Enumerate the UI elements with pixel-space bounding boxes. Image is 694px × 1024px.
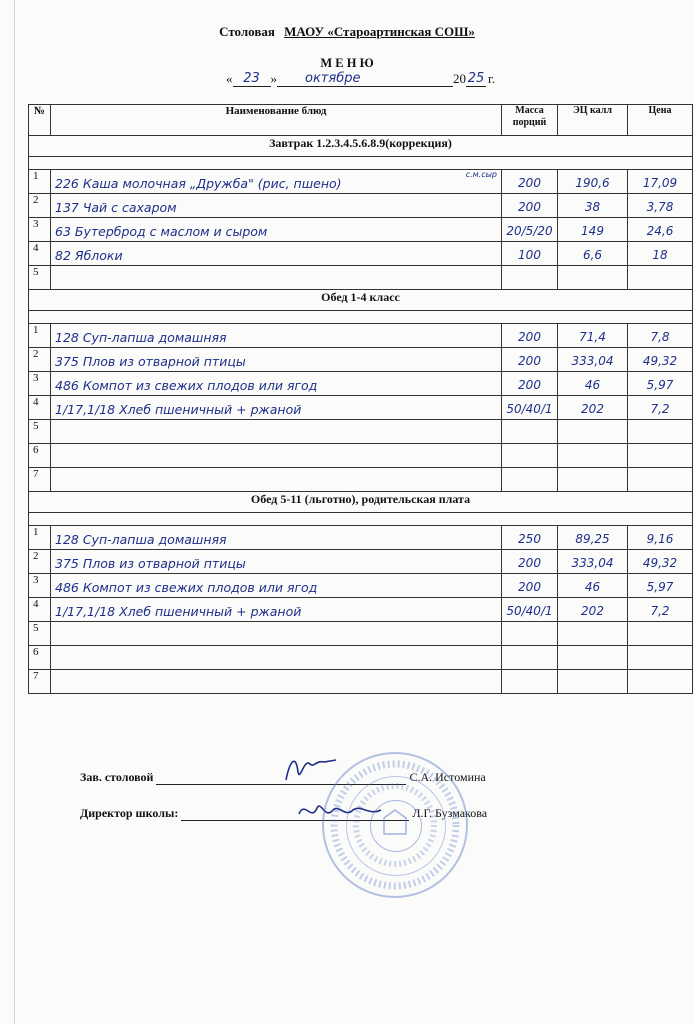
dish-name: 128 Суп-лапша домашняя	[55, 330, 227, 345]
col-header-kcal: ЭЦ калл	[558, 105, 628, 136]
price-value: 5,97	[646, 580, 674, 594]
price-cell	[628, 372, 693, 396]
price-value: 3,78	[646, 200, 674, 214]
header-title	[0, 24, 694, 40]
row-number: 4	[29, 598, 51, 622]
table-row	[29, 372, 693, 396]
price-value: 49,32	[642, 354, 678, 368]
dish-cell	[51, 396, 502, 420]
price-cell	[628, 646, 693, 670]
row-number: 3	[29, 218, 51, 242]
canteen-label: Столовая	[219, 24, 275, 39]
table-row	[29, 170, 693, 194]
mass-value: 200	[518, 330, 541, 344]
kcal-value: 46	[584, 378, 601, 392]
mass-value: 200	[518, 354, 541, 368]
table-row	[29, 526, 693, 550]
mass-value: 200	[518, 580, 541, 594]
mass-cell	[502, 598, 558, 622]
dish-cell	[51, 194, 502, 218]
mass-value: 50/40/1	[506, 402, 553, 416]
price-cell	[628, 194, 693, 218]
price-cell	[628, 348, 693, 372]
dish-name: 486 Компот из свежих плодов или ягод	[55, 378, 318, 393]
head-name: С.А. Истомина	[409, 770, 486, 784]
row-number: 5	[29, 266, 51, 290]
price-value: 24,6	[646, 224, 674, 238]
kcal-cell	[558, 218, 628, 242]
mass-value: 200	[518, 200, 541, 214]
dish-cell	[51, 444, 502, 468]
table-row	[29, 468, 693, 492]
table-row	[29, 646, 693, 670]
dish-name: 63 Бутерброд с маслом и сыром	[55, 224, 268, 239]
section-title: Обед 5-11 (льготно), родительская плата	[29, 492, 693, 513]
price-cell	[628, 574, 693, 598]
dish-cell	[51, 550, 502, 574]
mass-cell	[502, 526, 558, 550]
mass-cell	[502, 468, 558, 492]
row-number: 2	[29, 194, 51, 218]
mass-cell	[502, 646, 558, 670]
director-name: Л.Г. Бузмакова	[412, 806, 488, 820]
kcal-cell	[558, 574, 628, 598]
price-value: 7,2	[650, 402, 670, 416]
row-number: 6	[29, 444, 51, 468]
kcal-cell	[558, 266, 628, 290]
dish-cell	[51, 526, 502, 550]
kcal-value: 149	[581, 224, 604, 238]
dish-cell	[51, 348, 502, 372]
mass-value: 250	[518, 532, 541, 546]
table-row	[29, 622, 693, 646]
kcal-value: 46	[584, 580, 601, 594]
price-cell	[628, 622, 693, 646]
table-row	[29, 194, 693, 218]
col-header-num: №	[29, 105, 51, 136]
row-number: 5	[29, 622, 51, 646]
row-number: 2	[29, 348, 51, 372]
row-number: 3	[29, 372, 51, 396]
table-row	[29, 396, 693, 420]
mass-cell	[502, 194, 558, 218]
kcal-cell	[558, 420, 628, 444]
dish-name: 128 Суп-лапша домашняя	[55, 532, 227, 547]
page-margin-line	[14, 0, 15, 1024]
col-header-mass: Масса порций	[502, 105, 558, 136]
kcal-value: 38	[584, 200, 601, 214]
mass-cell	[502, 266, 558, 290]
price-value: 7,2	[650, 604, 670, 618]
school-name: МАОУ «Староартинская СОШ»	[284, 24, 475, 39]
section-spacer-row	[29, 157, 693, 170]
kcal-cell	[558, 550, 628, 574]
row-number: 1	[29, 170, 51, 194]
mass-cell	[502, 550, 558, 574]
dish-name: 375 Плов из отварной птицы	[55, 556, 246, 571]
mass-cell	[502, 348, 558, 372]
dish-cell	[51, 598, 502, 622]
table-header-row	[29, 105, 693, 136]
dish-cell	[51, 266, 502, 290]
table-row	[29, 218, 693, 242]
table-row	[29, 550, 693, 574]
price-value: 5,97	[646, 378, 674, 392]
price-cell	[628, 242, 693, 266]
menu-table-body	[29, 136, 693, 694]
dish-cell	[51, 622, 502, 646]
dish-name: 1/17,1/18 Хлеб пшеничный + ржаной	[55, 402, 302, 417]
kcal-cell	[558, 622, 628, 646]
dish-cell	[51, 372, 502, 396]
table-row	[29, 444, 693, 468]
price-cell	[628, 468, 693, 492]
kcal-cell	[558, 194, 628, 218]
mass-value: 20/5/20	[506, 224, 553, 238]
price-value: 49,32	[642, 556, 678, 570]
mass-cell	[502, 170, 558, 194]
kcal-cell	[558, 646, 628, 670]
kcal-value: 202	[581, 604, 604, 618]
date-day: 23	[243, 71, 260, 86]
dish-cell	[51, 324, 502, 348]
kcal-cell	[558, 598, 628, 622]
row-number: 6	[29, 646, 51, 670]
table-row	[29, 324, 693, 348]
row-number: 1	[29, 324, 51, 348]
school-seal-stamp-icon	[322, 752, 468, 898]
mass-cell	[502, 396, 558, 420]
price-cell	[628, 670, 693, 694]
row-number: 3	[29, 574, 51, 598]
mass-value: 200	[518, 556, 541, 570]
dish-cell	[51, 646, 502, 670]
date-month: октябре	[305, 71, 361, 86]
mass-cell	[502, 372, 558, 396]
kcal-value: 71,4	[579, 330, 606, 344]
dish-cell	[51, 218, 502, 242]
mass-cell	[502, 324, 558, 348]
kcal-value: 202	[581, 402, 604, 416]
section-spacer-row	[29, 311, 693, 324]
dish-name: 1/17,1/18 Хлеб пшеничный + ржаной	[55, 604, 302, 619]
dish-name: 137 Чай с сахаром	[55, 200, 177, 215]
mass-cell	[502, 444, 558, 468]
dish-cell	[51, 242, 502, 266]
kcal-value: 190,6	[575, 176, 610, 190]
section-header-row	[29, 290, 693, 311]
col-header-name: Наименование блюд	[51, 105, 502, 136]
price-value: 18	[652, 248, 668, 262]
table-row	[29, 574, 693, 598]
price-value: 17,09	[642, 176, 678, 190]
row-number: 4	[29, 396, 51, 420]
section-title: Обед 1-4 класс	[29, 290, 693, 311]
menu-table	[28, 104, 693, 694]
mass-value: 100	[518, 248, 541, 262]
section-header-row	[29, 136, 693, 157]
kcal-value: 333,04	[571, 556, 614, 570]
price-cell	[628, 266, 693, 290]
row-number: 5	[29, 420, 51, 444]
director-label: Директор школы:	[80, 806, 179, 820]
kcal-cell	[558, 670, 628, 694]
mass-value: 200	[518, 378, 541, 392]
kcal-cell	[558, 372, 628, 396]
head-label: Зав. столовой	[80, 770, 154, 784]
kcal-value: 333,04	[571, 354, 614, 368]
mass-cell	[502, 574, 558, 598]
price-cell	[628, 550, 693, 574]
price-cell	[628, 526, 693, 550]
price-cell	[628, 324, 693, 348]
dish-name: 82 Яблоки	[55, 248, 123, 263]
section-header-row	[29, 492, 693, 513]
price-cell	[628, 598, 693, 622]
kcal-cell	[558, 396, 628, 420]
menu-date: « 23 » октябре 20 25 г.	[226, 71, 496, 86]
price-cell	[628, 218, 693, 242]
price-cell	[628, 170, 693, 194]
kcal-cell	[558, 242, 628, 266]
row-number: 2	[29, 550, 51, 574]
table-row	[29, 670, 693, 694]
table-row	[29, 266, 693, 290]
dish-cell	[51, 574, 502, 598]
mass-value: 50/40/1	[506, 604, 553, 618]
dish-cell	[51, 170, 502, 194]
mass-cell	[502, 242, 558, 266]
price-value: 7,8	[650, 330, 670, 344]
price-cell	[628, 420, 693, 444]
dish-note: с.м.сыр	[465, 170, 497, 179]
table-row	[29, 420, 693, 444]
col-header-price: Цена	[628, 105, 693, 136]
kcal-cell	[558, 444, 628, 468]
dish-name: 375 Плов из отварной птицы	[55, 354, 246, 369]
table-row	[29, 598, 693, 622]
mass-cell	[502, 420, 558, 444]
kcal-cell	[558, 468, 628, 492]
mass-cell	[502, 218, 558, 242]
date-year: 25	[467, 71, 485, 86]
row-number: 4	[29, 242, 51, 266]
row-number: 7	[29, 468, 51, 492]
section-spacer-row	[29, 513, 693, 526]
dish-cell	[51, 468, 502, 492]
kcal-cell	[558, 348, 628, 372]
mass-cell	[502, 622, 558, 646]
dish-name: 486 Компот из свежих плодов или ягод	[55, 580, 318, 595]
kcal-value: 6,6	[582, 248, 603, 262]
kcal-value: 89,25	[575, 532, 610, 546]
table-row	[29, 242, 693, 266]
price-cell	[628, 444, 693, 468]
row-number: 1	[29, 526, 51, 550]
mass-cell	[502, 670, 558, 694]
dish-cell	[51, 670, 502, 694]
kcal-cell	[558, 324, 628, 348]
price-value: 9,16	[646, 532, 674, 546]
kcal-cell	[558, 526, 628, 550]
mass-value: 200	[518, 176, 541, 190]
kcal-cell	[558, 170, 628, 194]
dish-cell	[51, 420, 502, 444]
menu-title: М Е Н Ю	[320, 56, 374, 70]
section-title: Завтрак 1.2.3.4.5.6.8.9(коррекция)	[29, 136, 693, 157]
table-row	[29, 348, 693, 372]
row-number: 7	[29, 670, 51, 694]
dish-name: 226 Каша молочная „Дружба" (рис, пшено)	[55, 176, 342, 191]
price-cell	[628, 396, 693, 420]
